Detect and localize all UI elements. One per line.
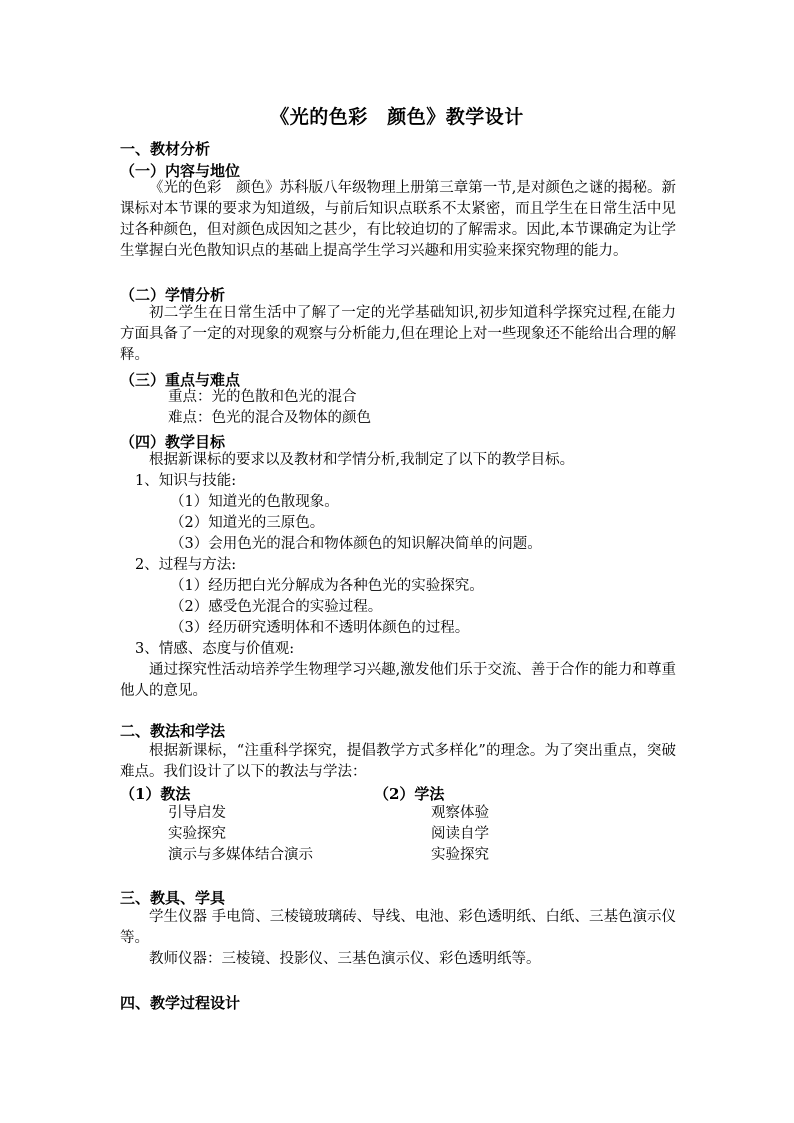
learning-method-item: 实验探究	[431, 847, 489, 863]
methods-paragraph: 根据新课标，“注重科学探究，提倡教学方式多样化”的理念。为了突出重点，突破难点。我们设计了以下的教法与学法：	[120, 743, 676, 780]
goal-3-paragraph: 通过探究性活动培养学生物理学习兴趣,激发他们乐于交流、善于合作的能力和尊重他人的意见。	[120, 662, 676, 699]
subsection-content-heading: （一）内容与地位	[120, 162, 241, 180]
learning-methods-heading: （2）学法	[374, 785, 445, 803]
teacher-equipment-paragraph: 教师仪器：三棱镜、投影仪、三基色演示仪、彩色透明纸等。	[149, 951, 541, 967]
goal-2-item: （2）感受色光混合的实验过程。	[170, 599, 383, 615]
goal-2-item: （1）经历把白光分解成为各种色光的实验探究。	[170, 578, 484, 594]
document-title: 《光的色彩 颜色》教学设计	[270, 106, 524, 128]
goal-2-item: （3）经历研究透明体和不透明体颜色的过程。	[170, 620, 470, 636]
section-3-heading: 三、教具、学具	[120, 889, 226, 907]
subsection-goals-heading: （四）教学目标	[120, 433, 226, 451]
goal-2-label: 2、过程与方法:	[135, 557, 237, 573]
goals-intro: 根据新课标的要求以及教材和学情分析,我制定了以下的教学目标。	[149, 452, 575, 468]
content-paragraph: 《光的色彩 颜色》苏科版八年级物理上册第三章第一节,是对颜色之谜的揭秘。新课标对本节课的要求为知道级，与前后知识点联系不太紧密，而且学生在日常生活中见过各种颜色，但对颜色成因知之甚少，有比较迫切的了解需求。因此,本节课确定为让学生掌握白光色散知识点的基础上提高学生学习兴趣和用实验来探究物理的能力。	[120, 180, 676, 259]
goal-1-item: （2）知道光的三原色。	[170, 515, 325, 531]
teaching-methods-heading: （1）教法	[120, 785, 191, 803]
teaching-method-item: 引导启发	[168, 805, 226, 821]
learning-method-item: 观察体验	[431, 805, 489, 821]
teaching-method-item: 演示与多媒体结合演示	[168, 847, 313, 863]
section-2-heading: 二、教法和学法	[120, 722, 226, 740]
subsection-keypoints-heading: （三）重点与难点	[120, 371, 241, 389]
learner-paragraph: 初二学生在日常生活中了解了一定的光学基础知识,初步知道科学探究过程,在能力方面具备了一定的对现象的观察与分析能力,但在理论上对一些现象还不能给出合理的解释。	[120, 305, 676, 363]
student-equipment-paragraph: 学生仪器 手电筒、三棱镜玻璃砖、导线、电池、彩色透明纸、白纸、三基色演示仪等。	[120, 909, 676, 946]
subsection-learner-heading: （二）学情分析	[120, 286, 226, 304]
goal-3-label: 3、情感、态度与价值观:	[135, 641, 295, 657]
section-4-heading: 四、教学过程设计	[120, 994, 241, 1012]
goal-1-item: （1）知道光的色散现象。	[170, 494, 339, 510]
key-point: 重点：光的色散和色光的混合	[168, 389, 357, 405]
section-1-heading: 一、教材分析	[120, 140, 211, 158]
goal-1-item: （3）会用色光的混合和物体颜色的知识解决简单的问题。	[170, 536, 542, 552]
goal-1-label: 1、知识与技能:	[135, 473, 237, 489]
learning-method-item: 阅读自学	[431, 826, 489, 842]
teaching-method-item: 实验探究	[168, 826, 226, 842]
difficult-point: 难点：色光的混合及物体的颜色	[168, 410, 371, 426]
